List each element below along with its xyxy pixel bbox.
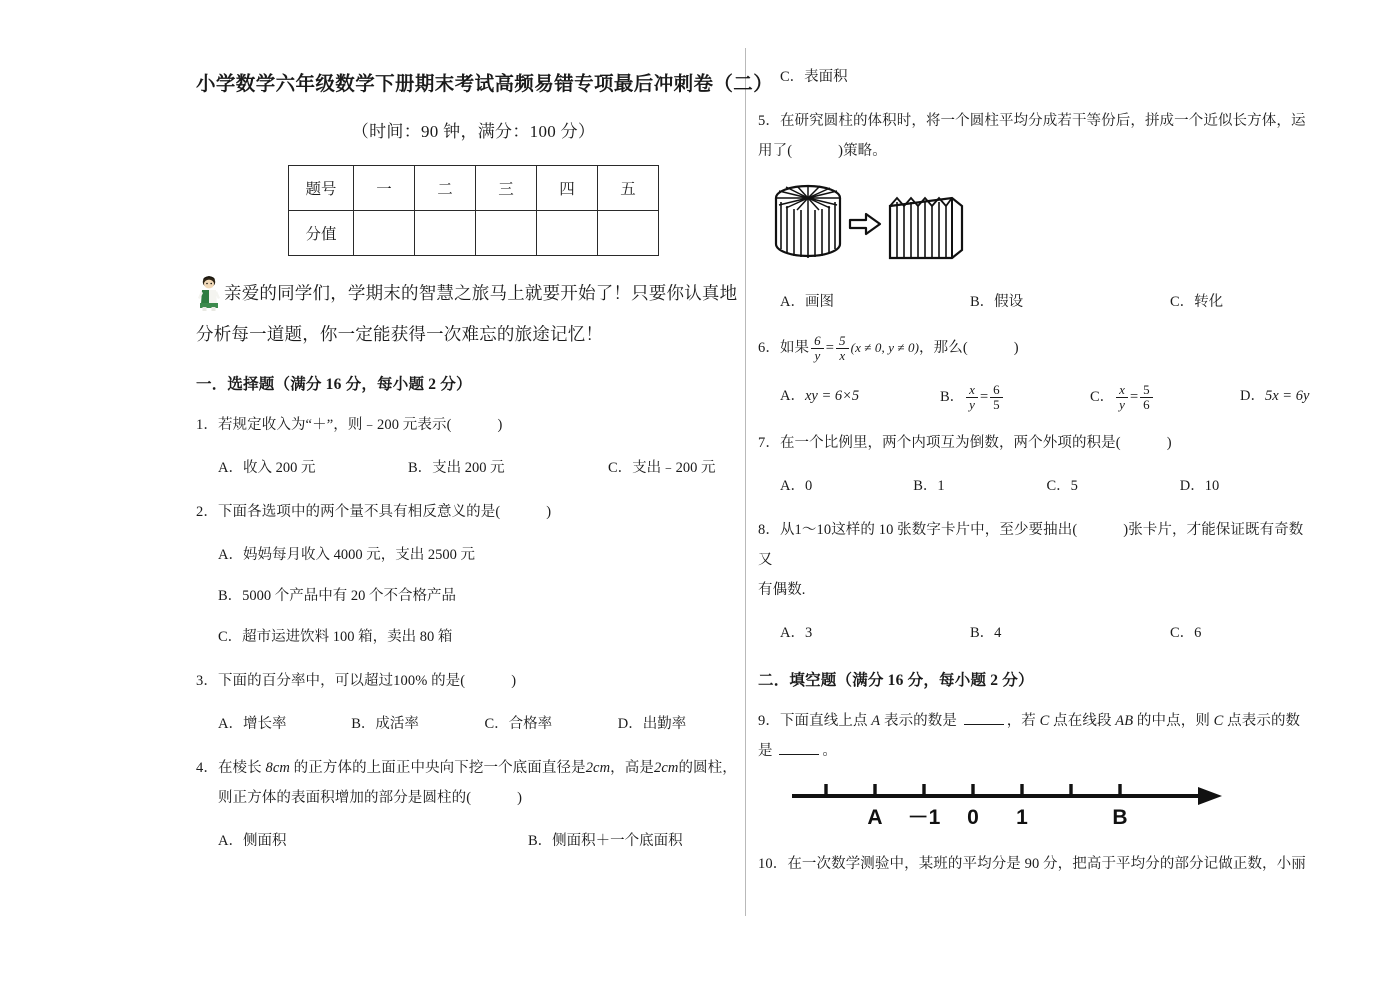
question-9-point-a: A	[871, 713, 881, 729]
fraction-denominator: 6	[1140, 397, 1153, 412]
question-9	[758, 706, 1313, 766]
question-9-text-2: 表示的数是	[880, 713, 961, 729]
question-5-number: 5．	[758, 113, 780, 129]
question-9-number: 9．	[758, 713, 780, 729]
fraction-numerator: x	[969, 382, 975, 397]
number-line-label-0: 0	[967, 806, 979, 829]
question-1	[196, 410, 751, 440]
number-line-label-neg1: －1	[907, 806, 941, 829]
number-line-figure	[758, 774, 1313, 837]
option-d-label: D．	[1240, 388, 1265, 404]
fraction-denominator: 5	[990, 397, 1003, 412]
question-3-text: 下面的百分率中，可以超过100% 的是(	[217, 673, 466, 689]
question-2-paren-close: )	[546, 504, 552, 520]
question-5-text-c: )策略。	[838, 143, 887, 159]
question-1-text: 若规定收入为“＋”，则﹣200 元表示(	[217, 417, 452, 433]
section-title-fillin: 二．填空题（满分 16 分，每小题 2 分）	[758, 672, 1034, 689]
question-5-text: 在研究圆柱的体积时，将一个圆柱平均分成若干等份后，拼成一个近似长方体，运	[779, 113, 1306, 129]
question-8-options	[758, 620, 1313, 646]
fraction-denominator: y	[966, 397, 978, 412]
option-b[interactable]: B．侧面积＋一个底面积	[528, 833, 683, 849]
question-6-equals: =	[825, 340, 835, 356]
question-2-number: 2．	[196, 504, 218, 520]
student-mascot-icon	[196, 273, 222, 311]
option-c-equals: =	[1129, 389, 1139, 405]
question-9-point-c: C	[1039, 713, 1050, 729]
right-arrow-icon	[850, 214, 880, 234]
intro-text: 亲爱的同学们，学期末的智慧之旅马上就要开始了！只要你认真地分析每一道题，你一定能获得一次难忘的旅途记忆！	[196, 283, 738, 344]
option-b[interactable]: B．成活率	[351, 716, 419, 732]
question-4-text-e: 则正方体的表面积增加的部分是圆柱的(	[218, 790, 472, 806]
question-2-text: 下面各选项中的两个量不具有相反意义的是(	[217, 504, 501, 520]
question-6-fraction-1	[811, 334, 824, 363]
score-table	[288, 165, 659, 256]
option-c[interactable]: C．转化	[1170, 294, 1224, 310]
option-a[interactable]: A．3	[780, 625, 813, 641]
option-b[interactable]: B．4	[970, 625, 1002, 641]
question-4-measure-3: 2cm	[653, 760, 679, 776]
question-4	[196, 753, 751, 813]
question-4-number: 4．	[196, 760, 218, 776]
question-9-text-6: 点表示的数	[1223, 713, 1301, 729]
table-cell: 五	[598, 166, 659, 211]
question-6-number: 6．	[758, 340, 780, 356]
question-4-text-b: 的正方体的上面正中央向下挖一个底面直径是	[289, 760, 586, 776]
question-9-line2-b: 。	[822, 743, 837, 759]
option-d[interactable]	[1240, 383, 1309, 412]
question-6-text-a: 如果	[779, 340, 810, 356]
option-a[interactable]: A．侧面积	[218, 833, 287, 849]
table-row	[289, 166, 659, 211]
table-cell: 三	[476, 166, 537, 211]
option-b[interactable]: B．1	[913, 478, 945, 494]
question-6-text-b: ，那么(	[919, 340, 968, 356]
question-3-number: 3．	[196, 673, 218, 689]
question-7-text: 在一个比例里，两个内项互为倒数，两个外项的积是(	[779, 435, 1121, 451]
cylinder-to-cuboid-figure	[758, 176, 1313, 273]
question-2-option-b	[196, 583, 751, 609]
question-1-paren-close: )	[497, 417, 503, 433]
table-cell-score[interactable]	[354, 211, 415, 256]
option-b[interactable]	[940, 383, 1090, 412]
question-10-text: 在一次数学测验中，某班的平均分是 90 分，把高于平均分的部分记做正数，小丽	[787, 856, 1306, 872]
question-9-text-4: 点在线段	[1049, 713, 1116, 729]
option-a-label: A．	[780, 388, 805, 404]
question-6-options	[758, 383, 1313, 412]
option-a-expr: xy = 6×5	[804, 388, 860, 404]
fraction-numerator: x	[1119, 382, 1125, 397]
fraction-denominator: x	[836, 348, 849, 363]
question-9-point-c-2: C	[1213, 713, 1224, 729]
question-7-paren-close: )	[1166, 435, 1172, 451]
question-9-line2-a: 是	[758, 743, 777, 759]
table-cell-score[interactable]	[415, 211, 476, 256]
table-cell-score[interactable]	[476, 211, 537, 256]
question-10	[758, 849, 1313, 879]
question-8-line-2: 有偶数.	[758, 582, 806, 598]
option-d[interactable]: D．出勤率	[617, 716, 687, 732]
table-cell: 四	[537, 166, 598, 211]
table-cell: 二	[415, 166, 476, 211]
table-cell-score[interactable]	[537, 211, 598, 256]
option-a[interactable]: A．0	[780, 478, 813, 494]
question-5-options	[758, 289, 1313, 315]
question-4-measure-1: 8cm	[265, 760, 290, 776]
question-5-text-b: 用了(	[758, 143, 793, 159]
question-3-options	[196, 711, 751, 737]
option-c[interactable]: C．表面积	[780, 69, 848, 85]
question-7-options	[758, 473, 1313, 499]
fraction-numerator: 5	[1143, 382, 1150, 397]
option-b[interactable]: B．支出 200 元	[408, 460, 505, 476]
option-c[interactable]: C．超市运进饮料 100 箱，卖出 80 箱	[218, 629, 453, 645]
table-cell: 一	[354, 166, 415, 211]
fraction-denominator: y	[1116, 397, 1128, 412]
option-c[interactable]: C．支出﹣200 元	[608, 460, 716, 476]
question-4-paren-close: )	[517, 790, 523, 806]
question-5	[758, 106, 1313, 166]
table-row-header: 题号	[289, 166, 354, 211]
question-4-text-c: ，高是	[610, 760, 654, 776]
intro-paragraph	[196, 273, 751, 355]
question-9-text-3: ，若	[1006, 713, 1040, 729]
option-b-label: B．	[940, 389, 965, 405]
left-column	[196, 0, 774, 854]
score-table-wrap	[196, 165, 751, 256]
fraction-denominator: y	[811, 348, 824, 363]
question-4-text-a: 在棱长	[217, 760, 266, 776]
question-9-text-5: 的中点，则	[1133, 713, 1214, 729]
question-8-number: 8．	[758, 522, 780, 538]
option-a[interactable]: A．增长率	[218, 716, 287, 732]
question-9-segment-ab: AB	[1115, 713, 1134, 729]
question-2-option-a	[196, 542, 751, 568]
option-c[interactable]: C．6	[1170, 625, 1202, 641]
question-4-option-c	[758, 64, 1313, 90]
question-3	[196, 666, 751, 696]
table-cell-score[interactable]	[598, 211, 659, 256]
question-9-text-1: 下面直线上点	[779, 713, 872, 729]
question-2-option-c	[196, 624, 751, 650]
number-line-label-b: B	[1112, 806, 1128, 829]
question-6	[758, 331, 1313, 365]
fraction-numerator: 5	[839, 333, 846, 348]
number-line-label-1: 1	[1016, 806, 1028, 829]
question-7	[758, 428, 1313, 458]
option-d[interactable]: D．10	[1179, 478, 1220, 494]
question-6-fraction-2	[836, 334, 849, 363]
page-title: 小学数学六年级数学下册期末考试高频易错专项最后冲刺卷（二）	[196, 74, 774, 95]
question-9-blank-1[interactable]	[964, 710, 1004, 725]
fraction-numerator: 6	[814, 333, 821, 348]
option-d-expr: 5x = 6y	[1264, 388, 1310, 404]
question-8-text-a: 从1～10这样的 10 张数字卡片中，至少要抽出(	[779, 522, 1078, 538]
option-b-equals: =	[979, 389, 989, 405]
option-b[interactable]: B．5000 个产品中有 20 个不合格产品	[218, 588, 457, 604]
question-9-blank-2[interactable]	[779, 740, 819, 755]
question-4-line-2	[196, 783, 751, 813]
option-c[interactable]: C．合格率	[484, 716, 553, 732]
table-row-header: 分值	[289, 211, 354, 256]
option-b[interactable]: B．假设	[970, 294, 1024, 310]
option-c-label: C．	[1090, 389, 1115, 405]
right-column	[758, 0, 1313, 879]
question-8-text-b: )张卡片，才能保证既有奇数又	[758, 522, 1304, 568]
question-3-paren-close: )	[511, 673, 517, 689]
option-a[interactable]	[780, 383, 940, 412]
question-6-paren-close: )	[1013, 340, 1019, 356]
number-line-label-a: A	[867, 806, 883, 829]
question-4-text-d: 的圆柱，	[678, 760, 737, 776]
question-1-number: 1．	[196, 417, 218, 433]
question-4-measure-2: 2cm	[585, 760, 611, 776]
question-2	[196, 497, 751, 527]
question-6-condition: (x ≠ 0, y ≠ 0)	[850, 340, 920, 355]
question-4-options	[196, 828, 751, 854]
question-10-number: 10．	[758, 856, 788, 872]
page-subtitle: （时间：90 钟，满分：100 分）	[351, 122, 596, 141]
option-c[interactable]: C．5	[1046, 478, 1078, 494]
option-a[interactable]: A．画图	[780, 294, 834, 310]
option-a[interactable]: A．收入 200 元	[218, 460, 316, 476]
option-a[interactable]: A．妈妈每月收入 4000 元，支出 2500 元	[218, 547, 475, 563]
question-1-options	[196, 455, 751, 481]
fraction-numerator: 6	[993, 382, 1000, 397]
table-row	[289, 211, 659, 256]
section-title-choice: 一．选择题（满分 16 分，每小题 2 分）	[196, 376, 472, 393]
option-c[interactable]	[1090, 383, 1240, 412]
question-7-number: 7．	[758, 435, 780, 451]
question-8	[758, 515, 1313, 605]
